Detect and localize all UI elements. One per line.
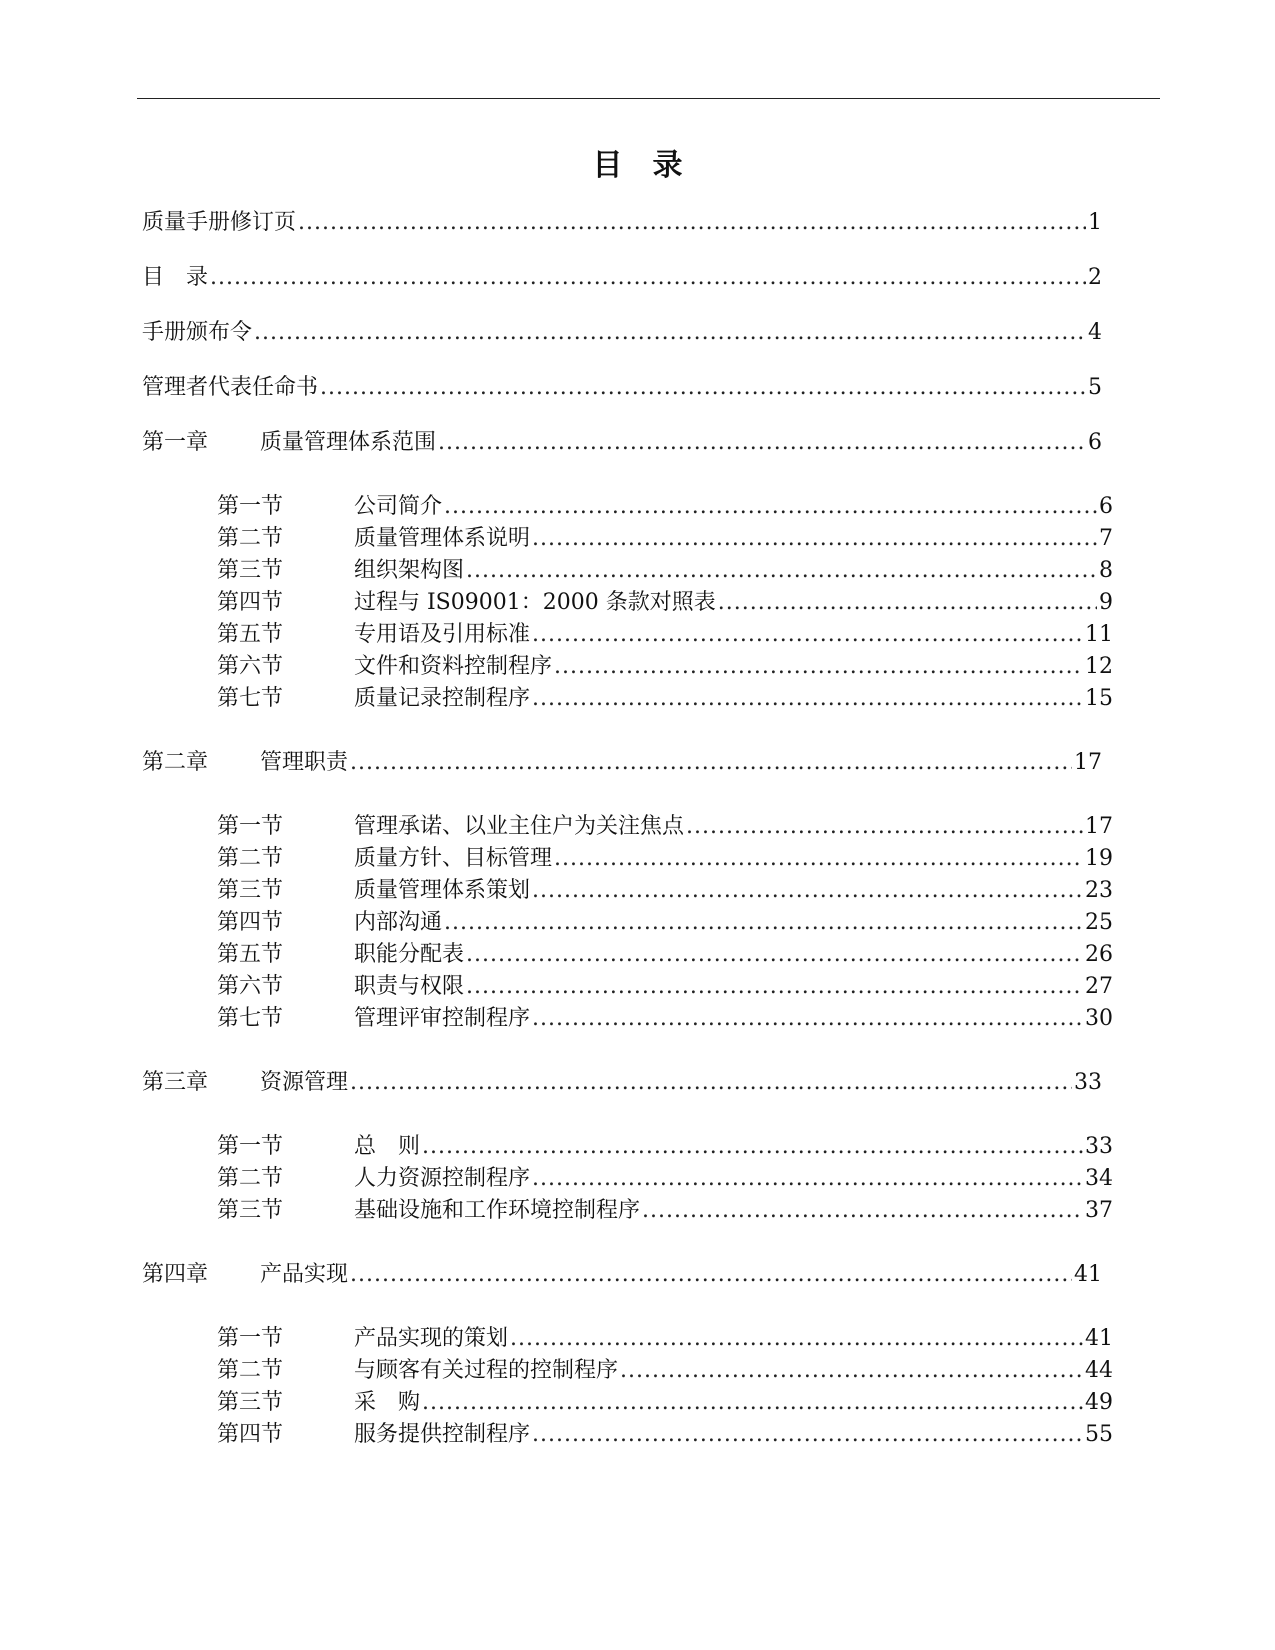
toc-entry-name: 管理评审控制程序: [354, 1006, 531, 1031]
toc-section-label: 第四节: [217, 1422, 284, 1447]
toc-leader: [510, 1324, 1083, 1354]
toc-entry-page: 12: [1085, 654, 1113, 679]
toc-entry-page: 15: [1085, 686, 1113, 711]
toc-entry-name: 与顾客有关过程的控制程序: [354, 1358, 619, 1383]
toc-section-label: 第三节: [217, 1390, 284, 1415]
toc-section-label: 第三节: [217, 558, 284, 583]
toc-leader: [444, 492, 1097, 522]
toc-leader: [532, 524, 1097, 554]
toc-section-label: 第二节: [217, 1166, 284, 1191]
toc-entry-page: 25: [1085, 910, 1113, 935]
toc-entry-name: 质量手册修订页: [142, 210, 297, 235]
toc-leader: [466, 972, 1083, 1002]
toc-section-label: 第一节: [217, 1326, 284, 1351]
toc-entry-page: 17: [1085, 814, 1113, 839]
toc-section-label: 第三节: [217, 878, 284, 903]
toc-entry-name: 专用语及引用标准: [354, 622, 531, 647]
toc-entry-name: 质量记录控制程序: [354, 686, 531, 711]
toc-section-label: 第二节: [217, 846, 284, 871]
toc-section[interactable]: [217, 1164, 1113, 1194]
toc-section[interactable]: [217, 1420, 1113, 1450]
toc-entry-page: 17: [1074, 750, 1102, 775]
toc-entry-name: 管理承诺、以业主住户为关注焦点: [354, 814, 685, 839]
toc-entry-name: 产品实现的策划: [354, 1326, 509, 1351]
toc-entry-name: 质量管理体系说明: [354, 526, 531, 551]
toc-section[interactable]: [217, 1004, 1113, 1034]
toc-section-label: 第五节: [217, 942, 284, 967]
toc-leader: [532, 684, 1083, 714]
toc-leader: [532, 1164, 1083, 1194]
toc-entry-page: 1: [1088, 210, 1102, 235]
toc-leader: [254, 318, 1086, 348]
toc-chapter-1[interactable]: [142, 428, 1102, 458]
toc-leader: [642, 1196, 1083, 1226]
toc-leader: [718, 588, 1097, 618]
toc-entry-name: 职能分配表: [354, 942, 465, 967]
toc-section[interactable]: [217, 588, 1113, 618]
toc-leader: [532, 1420, 1083, 1450]
toc-section[interactable]: [217, 620, 1113, 650]
toc-section[interactable]: [217, 908, 1113, 938]
toc-entry-page: 4: [1088, 320, 1102, 345]
toc-section-label: 第三节: [217, 1198, 284, 1223]
toc-leader: [686, 812, 1083, 842]
toc-chapter-label: 第三章: [142, 1070, 209, 1095]
toc-chapter-3[interactable]: [142, 1068, 1102, 1098]
toc-leader: [532, 1004, 1083, 1034]
toc-leader: [350, 748, 1072, 778]
toc-entry-page: 23: [1085, 878, 1113, 903]
toc-entry-page: 34: [1085, 1166, 1113, 1191]
toc-section[interactable]: [217, 844, 1113, 874]
toc-section-label: 第一节: [217, 1134, 284, 1159]
toc-leader: [210, 263, 1086, 293]
toc-entry-page: 2: [1088, 265, 1102, 290]
toc-entry-page: 6: [1099, 494, 1113, 519]
toc-entry-page: 6: [1088, 430, 1102, 455]
toc-leader: [532, 620, 1083, 650]
toc-entry-name: 职责与权限: [354, 974, 465, 999]
toc-entry-page: 33: [1085, 1134, 1113, 1159]
toc-section[interactable]: [217, 492, 1113, 522]
toc-entry-name: 服务提供控制程序: [354, 1422, 531, 1447]
toc-section[interactable]: [217, 524, 1113, 554]
toc-entry-name: 产品实现: [260, 1262, 349, 1287]
toc-leader: [350, 1068, 1072, 1098]
toc-section[interactable]: [217, 1132, 1113, 1162]
toc-section-label: 第二节: [217, 1358, 284, 1383]
toc-chapter-label: 第四章: [142, 1262, 209, 1287]
toc-leader: [466, 940, 1083, 970]
toc-section[interactable]: [217, 1356, 1113, 1386]
toc-section[interactable]: [217, 652, 1113, 682]
toc-leader: [320, 373, 1086, 403]
toc-entry-page: 37: [1085, 1198, 1113, 1223]
toc-entry-page: 5: [1088, 375, 1102, 400]
toc-entry-name: 组织架构图: [354, 558, 465, 583]
toc-entry-name: 文件和资料控制程序: [354, 654, 553, 679]
toc-entry-page: 49: [1085, 1390, 1113, 1415]
toc-section-label: 第七节: [217, 686, 284, 711]
toc-entry-page: 27: [1085, 974, 1113, 999]
toc-section[interactable]: [217, 1324, 1113, 1354]
toc-entry-promulgation[interactable]: [142, 318, 1102, 348]
toc-entry-page: 26: [1085, 942, 1113, 967]
toc-leader: [466, 556, 1097, 586]
toc-entry-name: 内部沟通: [354, 910, 443, 935]
page-title: 目 录: [592, 148, 683, 183]
toc-entry-name: 采 购: [354, 1390, 421, 1415]
toc-section-label: 第四节: [217, 590, 284, 615]
toc-leader: [350, 1260, 1072, 1290]
toc-entry-name: 管理者代表任命书: [142, 375, 319, 400]
toc-entry-name: 质量方针、目标管理: [354, 846, 553, 871]
toc-entry-page: 33: [1074, 1070, 1102, 1095]
toc-entry-page: 30: [1085, 1006, 1113, 1031]
toc-leader: [422, 1388, 1083, 1418]
toc-entry-revision-page[interactable]: [142, 208, 1102, 238]
toc-section[interactable]: [217, 876, 1113, 906]
toc-entry-name: 手册颁布令: [142, 320, 253, 345]
toc-section-label: 第五节: [217, 622, 284, 647]
toc-section[interactable]: [217, 940, 1113, 970]
toc-entry-name: 质量管理体系策划: [354, 878, 531, 903]
toc-entry-page: 41: [1085, 1326, 1113, 1351]
toc-entry-name: 人力资源控制程序: [354, 1166, 531, 1191]
toc-entry-name: 目 录: [142, 265, 209, 290]
toc-entry-name: 资源管理: [260, 1070, 349, 1095]
toc-section-label: 第一节: [217, 494, 284, 519]
toc-leader: [620, 1356, 1083, 1386]
toc-entry-name: 总 则: [354, 1134, 421, 1159]
toc-section[interactable]: [217, 684, 1113, 714]
toc-entry-contents[interactable]: [142, 263, 1102, 293]
toc-entry-page: 9: [1099, 590, 1113, 615]
toc-leader: [532, 876, 1083, 906]
toc-entry-name: 质量管理体系范围: [260, 430, 437, 455]
toc-section[interactable]: [217, 812, 1113, 842]
toc-entry-page: 44: [1085, 1358, 1113, 1383]
toc-section[interactable]: [217, 1388, 1113, 1418]
toc-chapter-label: 第二章: [142, 750, 209, 775]
toc-section-label: 第二节: [217, 526, 284, 551]
toc-chapter-label: 第一章: [142, 430, 209, 455]
toc-entry-page: 19: [1085, 846, 1113, 871]
toc-leader: [298, 208, 1086, 238]
toc-entry-name: 公司简介: [354, 494, 443, 519]
toc-entry-page: 41: [1074, 1262, 1102, 1287]
toc-section[interactable]: [217, 556, 1113, 586]
toc-entry-appointment[interactable]: [142, 373, 1102, 403]
toc-leader: [444, 908, 1083, 938]
toc-leader: [554, 844, 1083, 874]
toc-entry-page: 7: [1099, 526, 1113, 551]
toc-section[interactable]: [217, 972, 1113, 1002]
toc-section-label: 第七节: [217, 1006, 284, 1031]
toc-entry-name: 管理职责: [260, 750, 349, 775]
toc-leader: [554, 652, 1083, 682]
toc-section-label: 第四节: [217, 910, 284, 935]
toc-entry-page: 11: [1085, 622, 1113, 647]
toc-chapter-2[interactable]: [142, 748, 1102, 778]
toc-entry-page: 8: [1099, 558, 1113, 583]
toc-section-label: 第六节: [217, 974, 284, 999]
toc-section-label: 第六节: [217, 654, 284, 679]
toc-entry-name: 基础设施和工作环境控制程序: [354, 1198, 641, 1223]
toc-leader: [438, 428, 1086, 458]
toc-leader: [422, 1132, 1083, 1162]
toc-entry-page: 55: [1085, 1422, 1113, 1447]
toc-section-label: 第一节: [217, 814, 284, 839]
toc-chapter-4[interactable]: [142, 1260, 1102, 1290]
toc-entry-name: 过程与 IS09001：2000 条款对照表: [354, 590, 716, 615]
toc-section[interactable]: [217, 1196, 1113, 1226]
